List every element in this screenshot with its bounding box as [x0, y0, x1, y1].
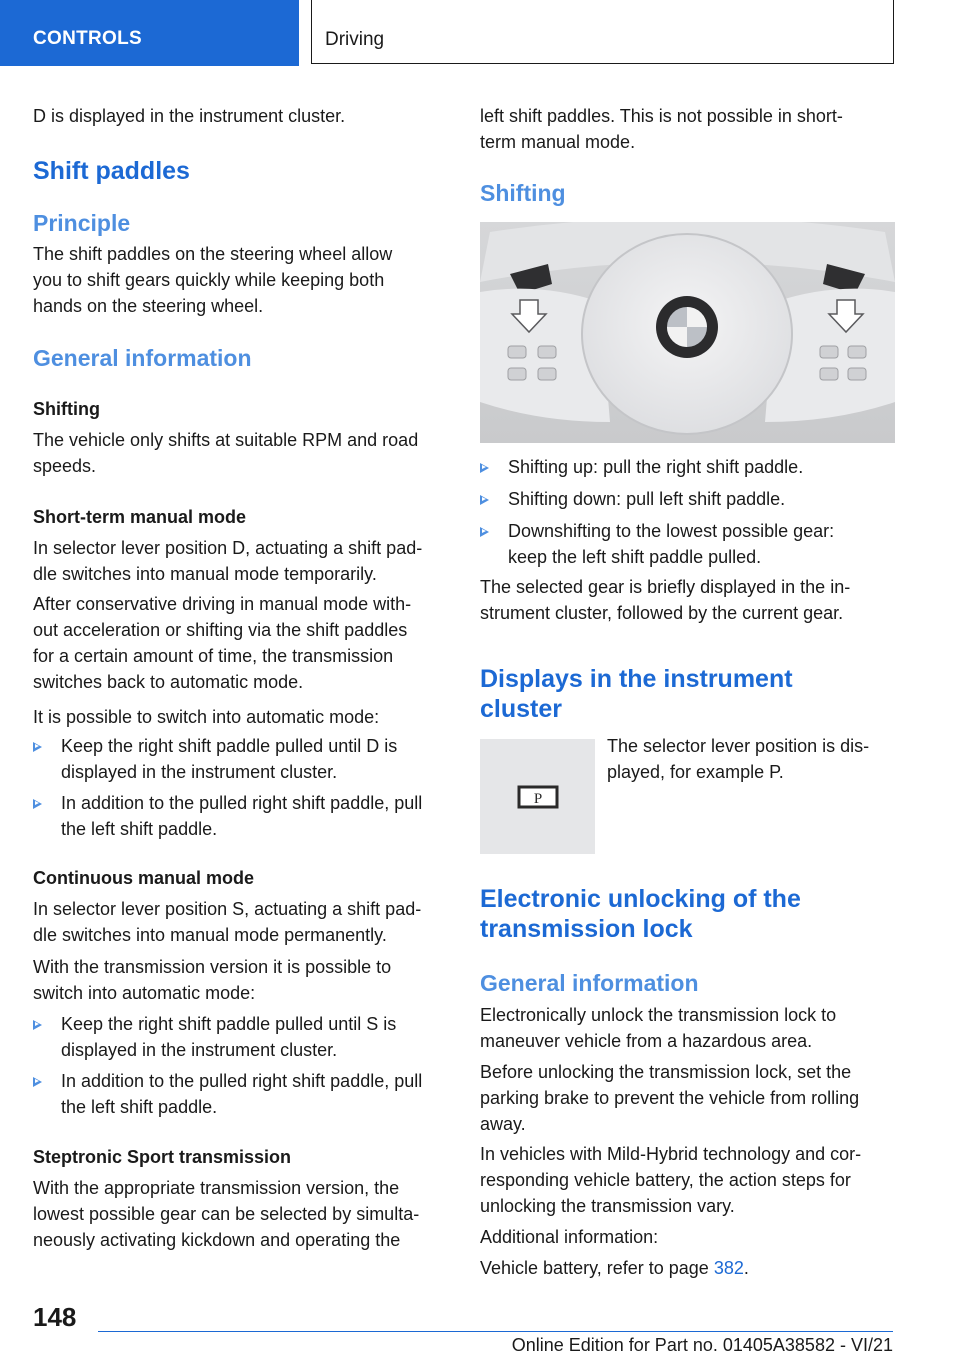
steptronic-line-3: neously activating kickdown and operating the	[33, 1230, 401, 1250]
heading-principle: Principle	[33, 210, 131, 236]
continuous-line-2: dle switches into manual mode permanently.	[33, 925, 387, 945]
reference-period: .	[743, 1258, 749, 1278]
heading-displays-line-2: cluster	[480, 695, 562, 723]
heading-shift-paddles: Shift paddles	[33, 157, 190, 185]
after-line-2: out acceleration or shifting via the shift paddles	[33, 620, 408, 640]
section-tab	[0, 0, 299, 66]
list-item	[33, 1069, 448, 1121]
selected-gear-line-2: strument cluster, followed by the current gear.	[480, 603, 844, 623]
heading-general-information: General information	[33, 345, 252, 371]
principle-line-2: you to shift gears quickly while keeping both	[33, 270, 385, 290]
after-line-1: After conservative driving in manual mode with‐	[33, 594, 412, 614]
heading-displays-line-1: Displays in the instrument	[480, 665, 793, 693]
after-line-3: for a certain amount of time, the transmission	[33, 646, 394, 666]
display-line-1: The selector lever position is dis‐	[607, 736, 870, 756]
steptronic-line-2: lowest possible gear can be selected by simulta‐	[33, 1204, 420, 1224]
bullet-triangle-icon	[480, 495, 489, 505]
transmission-version-line-2: switch into automatic mode:	[33, 983, 256, 1003]
continuation-line-2: term manual mode.	[480, 132, 636, 152]
unlock-line-2: maneuver vehicle from a hazardous area.	[480, 1031, 813, 1051]
svg-text:P: P	[533, 791, 543, 807]
footer-edition: Online Edition for Part no. 01405A38582 - VI/21	[511, 1335, 893, 1355]
principle-line-3: hands on the steering wheel.	[33, 296, 264, 316]
bullet-triangle-icon	[480, 463, 489, 473]
list-item	[33, 791, 448, 843]
bullet-line-2: the left shift paddle.	[61, 819, 218, 839]
bullet-triangle-icon	[33, 799, 42, 809]
bullet-text: Shifting down: pull left shift paddle.	[508, 489, 786, 509]
transmission-version-line-1: With the transmission version it is possible to	[33, 957, 392, 977]
bullet-line-2: the left shift paddle.	[61, 1097, 218, 1117]
list-item	[480, 519, 900, 571]
selector-position-display	[480, 739, 595, 854]
list-item	[480, 487, 900, 513]
display-line-2: played, for example P.	[607, 762, 784, 782]
heading-general-information-right: General information	[480, 970, 699, 996]
bullet-line-1: Downshifting to the lowest possible gear:	[508, 521, 835, 541]
bullet-line-1: Keep the right shift paddle pulled until S is	[61, 1014, 397, 1034]
bullet-line-2: keep the left shift paddle pulled.	[508, 547, 762, 567]
additional-info-label: Additional information:	[480, 1227, 659, 1247]
steptronic-line-1: With the appropriate transmission version, the	[33, 1178, 400, 1198]
continuation-line-1: left shift paddles. This is not possible in short-	[480, 106, 843, 126]
bullet-line-1: Keep the right shift paddle pulled until D is	[61, 736, 398, 756]
bullet-line-1: In addition to the pulled right shift paddle, pull	[61, 1071, 423, 1091]
bullet-line-2: displayed in the instrument cluster.	[61, 1040, 338, 1060]
after-line-4: switches back to automatic mode.	[33, 672, 304, 692]
p-symbol-icon	[480, 739, 595, 854]
list-item	[33, 1012, 448, 1064]
before-line-2: parking brake to prevent the vehicle from rolling	[480, 1088, 860, 1108]
possible-text: It is possible to switch into automatic mode:	[33, 707, 380, 727]
list-item	[480, 455, 900, 481]
short-term-line-2: dle switches into manual mode temporarily.	[33, 564, 377, 584]
mild-hybrid-line-2: responding vehicle battery, the action steps for	[480, 1170, 851, 1190]
bullet-line-2: displayed in the instrument cluster.	[61, 762, 338, 782]
before-line-1: Before unlocking the transmission lock, set the	[480, 1062, 852, 1082]
heading-short-term-manual: Short-term manual mode	[33, 507, 247, 527]
bullet-triangle-icon	[480, 527, 489, 537]
chapter-tab	[311, 0, 894, 64]
heading-electronic-unlocking-line-1: Electronic unlocking of the	[480, 885, 801, 913]
page-number: 148	[33, 1302, 77, 1332]
bullet-line-1: In addition to the pulled right shift paddle, pull	[61, 793, 423, 813]
heading-steptronic-sport: Steptronic Sport transmission	[33, 1147, 292, 1167]
before-line-3: away.	[480, 1114, 526, 1134]
heading-shifting-sub: Shifting	[33, 399, 100, 419]
principle-line-1: The shift paddles on the steering wheel allow	[33, 244, 393, 264]
bullet-text: Shifting up: pull the right shift paddle.	[508, 457, 804, 477]
vehicle-battery-reference	[480, 1256, 749, 1282]
section-title: CONTROLS	[33, 28, 143, 49]
selected-gear-line-1: The selected gear is briefly displayed in the in‐	[480, 577, 851, 597]
heading-electronic-unlocking-line-2: transmission lock	[480, 915, 693, 943]
shifting-line-1: The vehicle only shifts at suitable RPM and road	[33, 430, 419, 450]
heading-shifting: Shifting	[480, 180, 566, 206]
bullet-triangle-icon	[33, 1077, 42, 1087]
list-item	[33, 734, 448, 786]
bullet-triangle-icon	[33, 742, 42, 752]
vehicle-battery-text: Vehicle battery, refer to page	[480, 1258, 714, 1278]
heading-continuous-manual: Continuous manual mode	[33, 868, 255, 888]
short-term-line-1: In selector lever position D, actuating a shift pad‐	[33, 538, 423, 558]
continuous-line-1: In selector lever position S, actuating a shift pad‐	[33, 899, 422, 919]
footer-divider	[98, 1331, 893, 1332]
page-header	[0, 0, 960, 66]
mild-hybrid-line-3: unlocking the transmission vary.	[480, 1196, 735, 1216]
mild-hybrid-line-1: In vehicles with Mild-Hybrid technology and cor‐	[480, 1144, 862, 1164]
chapter-title: Driving	[325, 29, 385, 50]
steering-wheel-illustration	[480, 222, 895, 443]
shifting-line-2: speeds.	[33, 456, 97, 476]
intro-text: D is displayed in the instrument cluster.	[33, 106, 346, 126]
bullet-triangle-icon	[33, 1020, 42, 1030]
page-link-382[interactable]: 382	[713, 1258, 744, 1278]
unlock-line-1: Electronically unlock the transmission lock to	[480, 1005, 837, 1025]
